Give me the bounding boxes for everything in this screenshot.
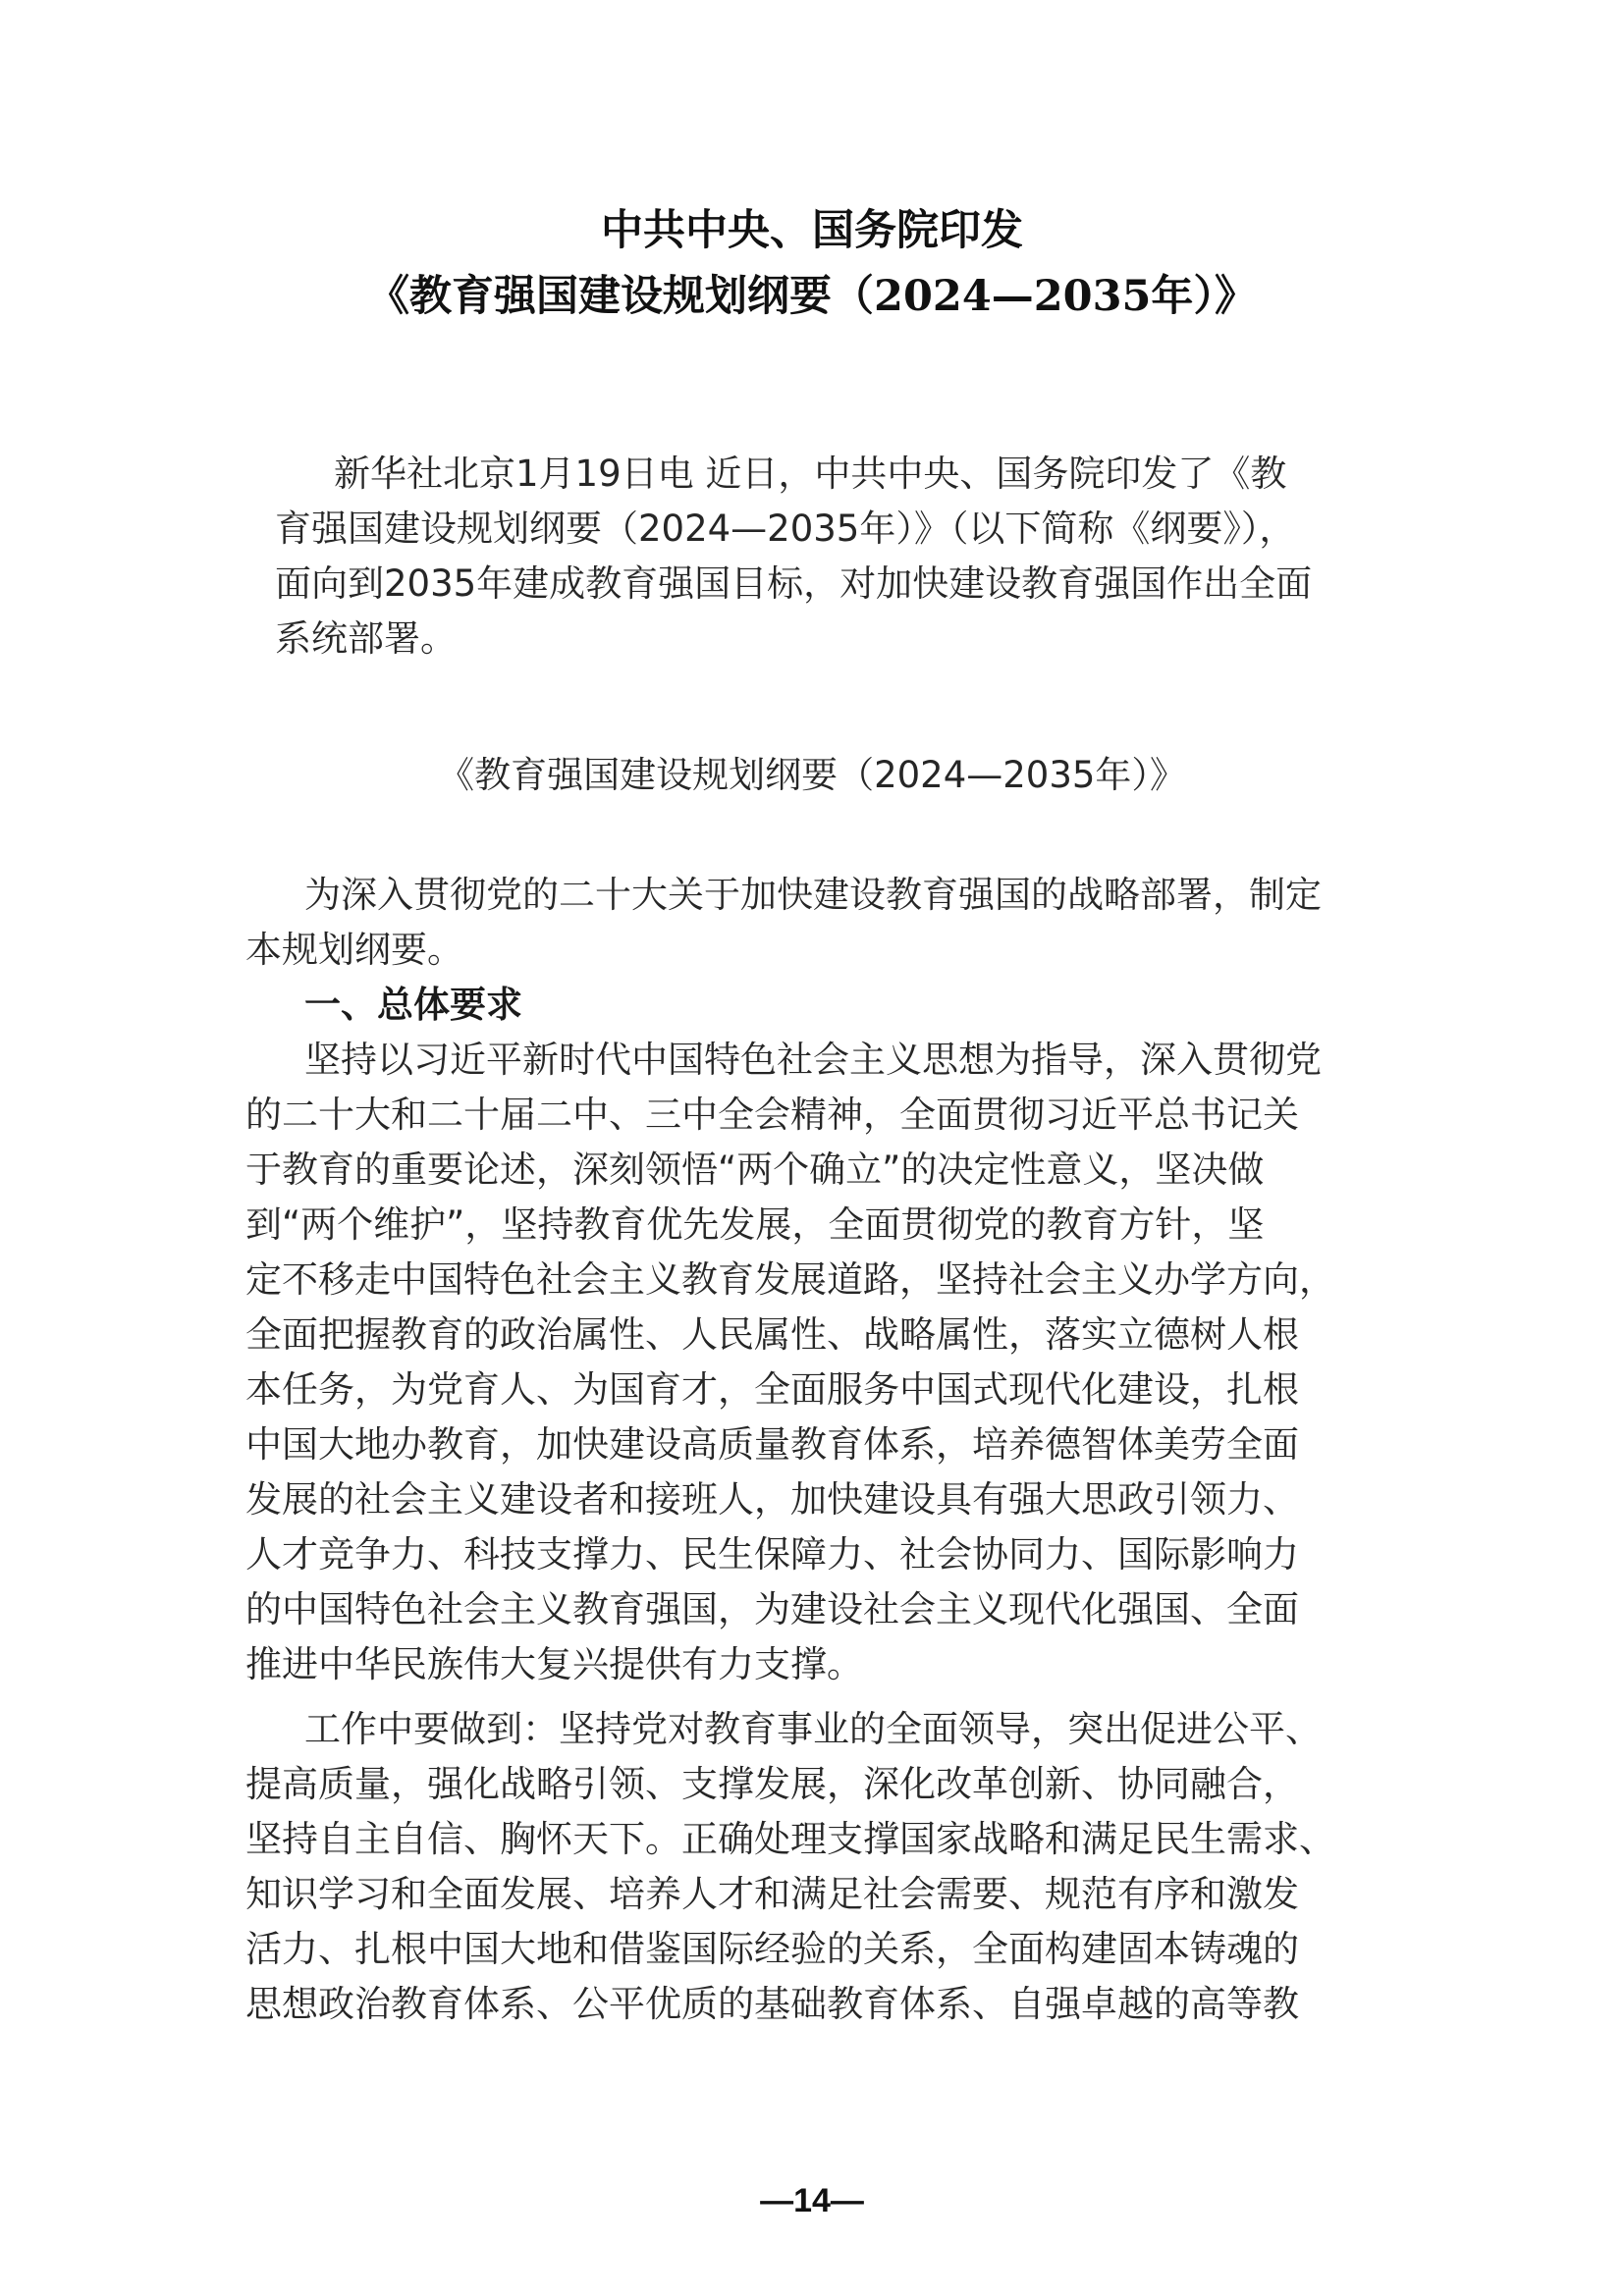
news-lead-paragraph [275, 447, 1384, 667]
section-heading: 一、总体要求 [304, 984, 522, 1026]
body-line: 中国大地办教育，加快建设高质量教育体系，培养德智体美劳全面 [245, 1423, 1299, 1466]
document-subtitle: 《教育强国建设规划纲要（2024—2035年）》 [438, 754, 1186, 796]
body-line: 提高质量，强化战略引领、支撑发展，深化改革创新、协同融合， [245, 1763, 1299, 1805]
body-line: 定不移走中国特色社会主义教育发展道路，坚持社会主义办学方向， [245, 1258, 1335, 1301]
lead-line: 新华社北京1月19日电 近日，中共中央、国务院印发了《教 [334, 453, 1287, 495]
document-title [0, 198, 1624, 330]
intro-paragraph [245, 868, 1404, 978]
body-line: 推进中华民族伟大复兴提供有力支撑。 [245, 1643, 863, 1685]
section1-paragraph-1 [245, 1033, 1404, 1692]
body-line: 坚持以习近平新时代中国特色社会主义思想为指导，深入贯彻党 [304, 1039, 1322, 1081]
page-number: —14— [760, 2182, 864, 2219]
body-line: 本规划纲要。 [245, 929, 463, 971]
body-line: 工作中要做到：坚持党对教育事业的全面领导，突出促进公平、 [304, 1708, 1322, 1750]
body-line: 的二十大和二十届二中、三中全会精神，全面贯彻习近平总书记关 [245, 1094, 1299, 1136]
section1-paragraph-2 [245, 1702, 1404, 2032]
main-body [245, 868, 1404, 2032]
body-line: 发展的社会主义建设者和接班人，加快建设具有强大思政引领力、 [245, 1478, 1299, 1521]
body-line: 为深入贯彻党的二十大关于加快建设教育强国的战略部署，制定 [304, 874, 1322, 916]
body-line: 于教育的重要论述，深刻领悟“两个确立”的决定性意义，坚决做 [245, 1148, 1265, 1191]
body-line: 知识学习和全面发展、培养人才和满足社会需要、规范有序和激发 [245, 1873, 1299, 1915]
body-line: 人才竞争力、科技支撑力、民生保障力、社会协同力、国际影响力 [245, 1533, 1299, 1575]
lead-line: 面向到2035年建成教育强国目标，对加快建设教育强国作出全面 [275, 562, 1313, 605]
body-line: 到“两个维护”，坚持教育优先发展，全面贯彻党的教育方针，坚 [245, 1203, 1265, 1246]
title-line-1: 中共中央、国务院印发 [601, 206, 1023, 255]
title-line-2: 《教育强国建设规划纲要（2024—2035年）》 [367, 272, 1257, 321]
body-line: 活力、扎根中国大地和借鉴国际经验的关系，全面构建固本铸魂的 [245, 1928, 1299, 1970]
body-line: 本任务，为党育人、为国育才，全面服务中国式现代化建设，扎根 [245, 1368, 1299, 1411]
body-line: 思想政治教育体系、公平优质的基础教育体系、自强卓越的高等教 [245, 1983, 1299, 2025]
lead-line: 系统部署。 [275, 617, 457, 660]
body-line: 坚持自主自信、胸怀天下。正确处理支撑国家战略和满足民生需求、 [245, 1818, 1335, 1860]
body-line: 全面把握教育的政治属性、人民属性、战略属性，落实立德树人根 [245, 1313, 1299, 1356]
lead-line: 育强国建设规划纲要（2024—2035年）》（以下简称《纲要》）， [275, 507, 1296, 550]
body-line: 的中国特色社会主义教育强国，为建设社会主义现代化强国、全面 [245, 1588, 1299, 1630]
